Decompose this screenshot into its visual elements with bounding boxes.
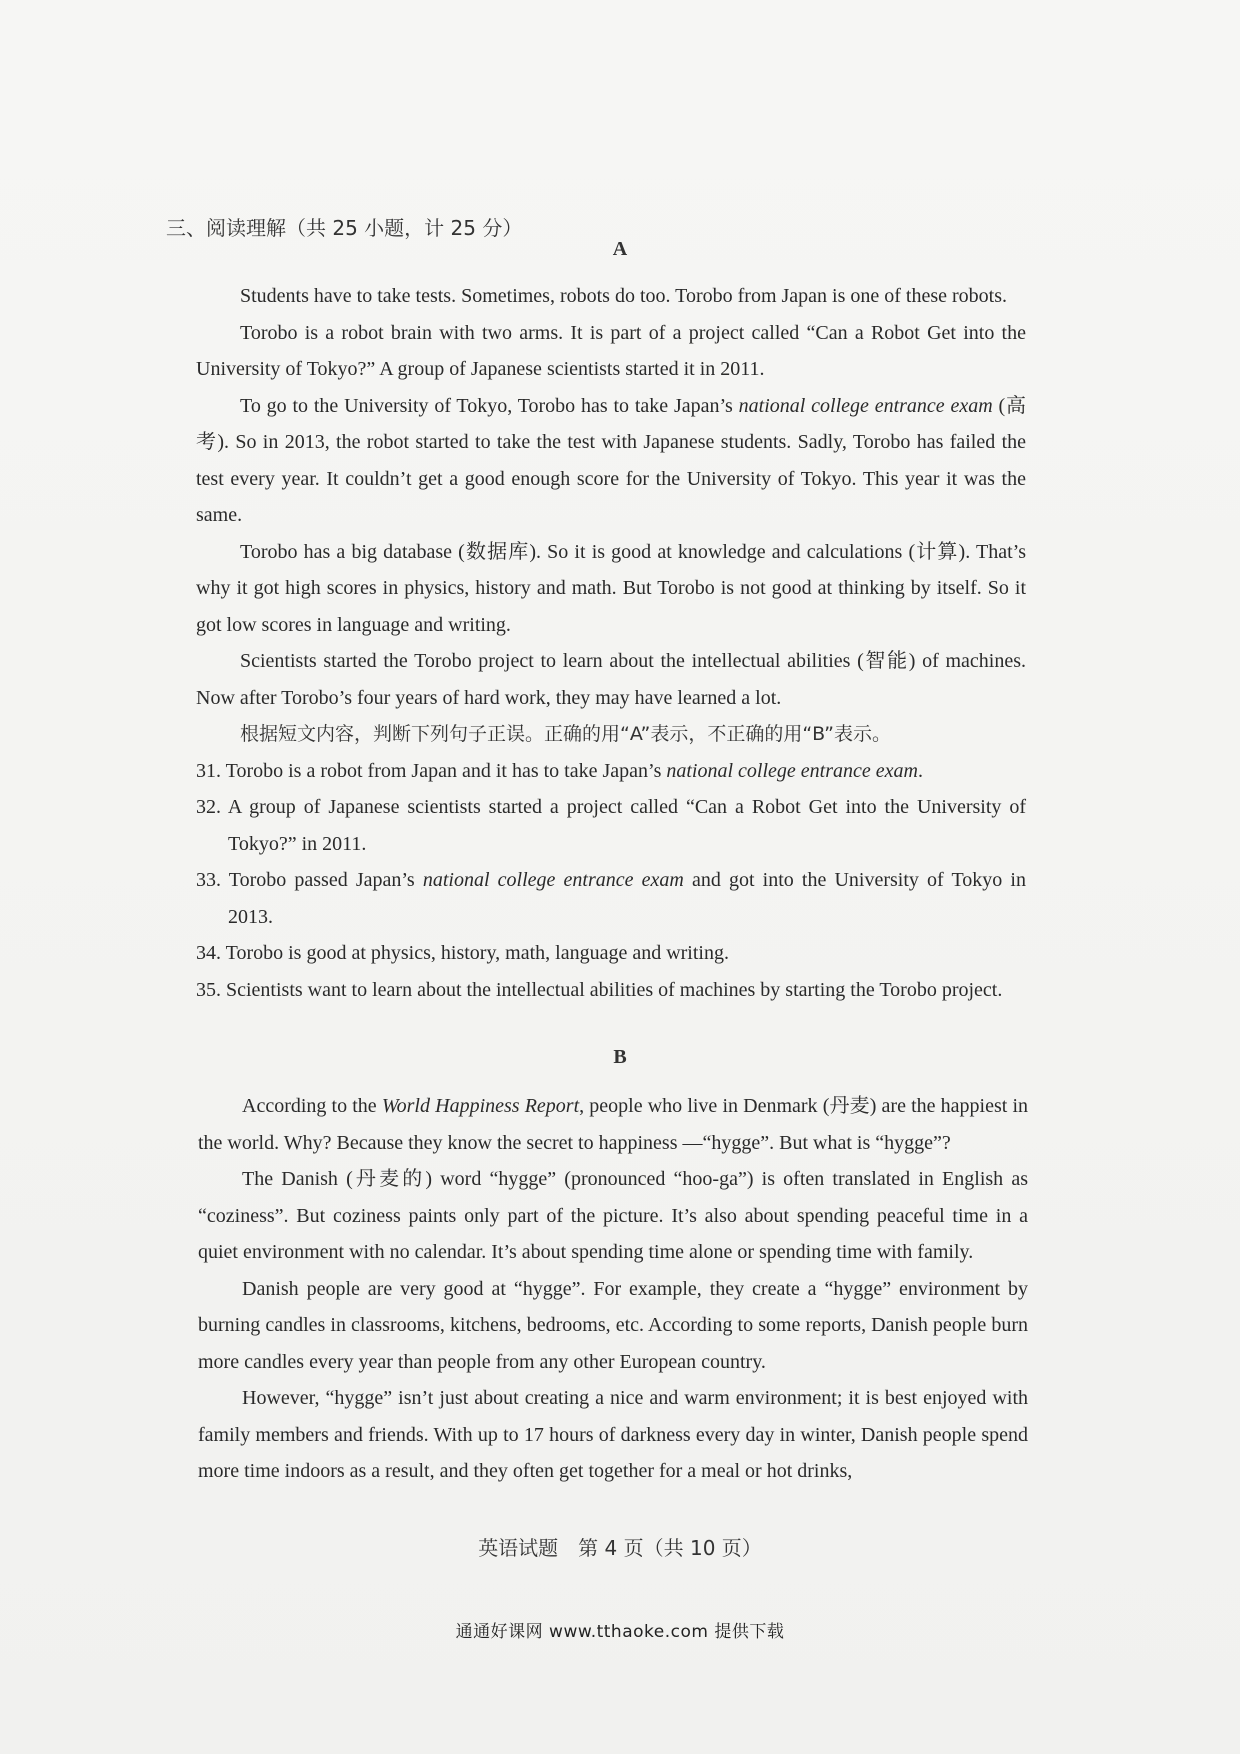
passage-a-paragraph: Scientists started the Torobo project to learn about the intellectual abilities (智能) of machines. Now after Torobo’s four years of hard work, they may have learned a lot.: [196, 650, 1026, 709]
question-item: 35. Scientists want to learn about the intellectual abilities of machines by starting the Torobo project.: [196, 978, 1003, 1001]
passage-b-paragraph: The Danish (丹麦的) word “hygge” (pronounced “hoo-ga”) is often translated in English as “coziness”. But coziness paints only part of the picture. It’s also about spending peaceful time in a quiet environment with no calendar. It’s about spending time alone or spending time with family.: [198, 1168, 1028, 1263]
passage-a-paragraph: Students have to take tests. Sometimes, robots do too. Torobo from Japan is one of these robots.: [240, 285, 1008, 307]
question-instruction: 根据短文内容，判断下列句子正误。正确的用“A”表示，不正确的用“B”表示。: [240, 723, 892, 745]
italic-term: national college entrance exam: [738, 394, 993, 417]
italic-term: national college entrance exam: [422, 869, 684, 891]
passage-b-paragraph: Danish people are very good at “hygge”. For example, they create a “hygge” environment by burning candles in classrooms, kitchens, bedrooms, etc. According to some reports, Danish people burn more candles every year than people from any other European country.: [198, 1277, 1028, 1373]
page-footer: 英语试题 第 4 页（共 10 页）: [478, 1536, 762, 1560]
question-item: 32. A group of Japanese scientists started a project called “Can a Robot Get into the University of Tokyo?” in 2011.: [196, 796, 1026, 855]
passage-b-paragraph: According to the World Happiness Report, people who live in Denmark (丹麦) are the happiest in the world. Why? Because they know the secret to happiness —“hygge”. But what is “hygge”?: [198, 1095, 1029, 1154]
passage-b: [198, 1088, 1028, 1490]
italic-term: national college entrance exam: [666, 759, 918, 782]
question-item: 33. Torobo passed Japan’s national college entrance exam and got into the University of Tokyo in 2013.: [196, 869, 1026, 928]
passage-b-paragraph: However, “hygge” isn’t just about creating a nice and warm environment; it is best enjoyed with family members and friends. With up to 17 hours of darkness every day in winter, Danish people spend more time indoors as a result, and they often get together for a meal or hot drinks,: [198, 1387, 1028, 1482]
passage-b-letter: B: [613, 1046, 627, 1068]
section-heading: 三、阅读理解（共 25 小题，计 25 分）: [166, 216, 523, 240]
question-item: 34. Torobo is good at physics, history, math, language and writing.: [196, 942, 729, 964]
download-watermark: 通通好课网 www.tthaoke.com 提供下载: [455, 1622, 785, 1642]
passage-a: [196, 278, 1026, 1008]
question-item: 31. Torobo is a robot from Japan and it has to take Japan’s national college entrance exam.: [196, 759, 923, 782]
passage-a-paragraph: Torobo has a big database (数据库). So it is good at knowledge and calculations (计算). That’s why it got high scores in physics, history and math. But Torobo is not good at thinking by itself. So it got low scores in language and writing.: [196, 540, 1026, 636]
question-list: [196, 753, 1026, 1009]
passage-a-paragraph: Torobo is a robot brain with two arms. It is part of a project called “Can a Robot Get into the University of Tokyo?” A group of Japanese scientists started it in 2011.: [196, 321, 1026, 380]
italic-term: World Happiness Report: [381, 1095, 580, 1117]
passage-a-paragraph: To go to the University of Tokyo, Torobo has to take Japan’s national college entrance exam (高考). So in 2013, the robot started to take the test with Japanese students. Sadly, Torobo has failed the test every year. It couldn’t get a good enough score for the University of Tokyo. This year it was the same.: [196, 394, 1026, 526]
passage-a-letter: A: [612, 238, 628, 260]
